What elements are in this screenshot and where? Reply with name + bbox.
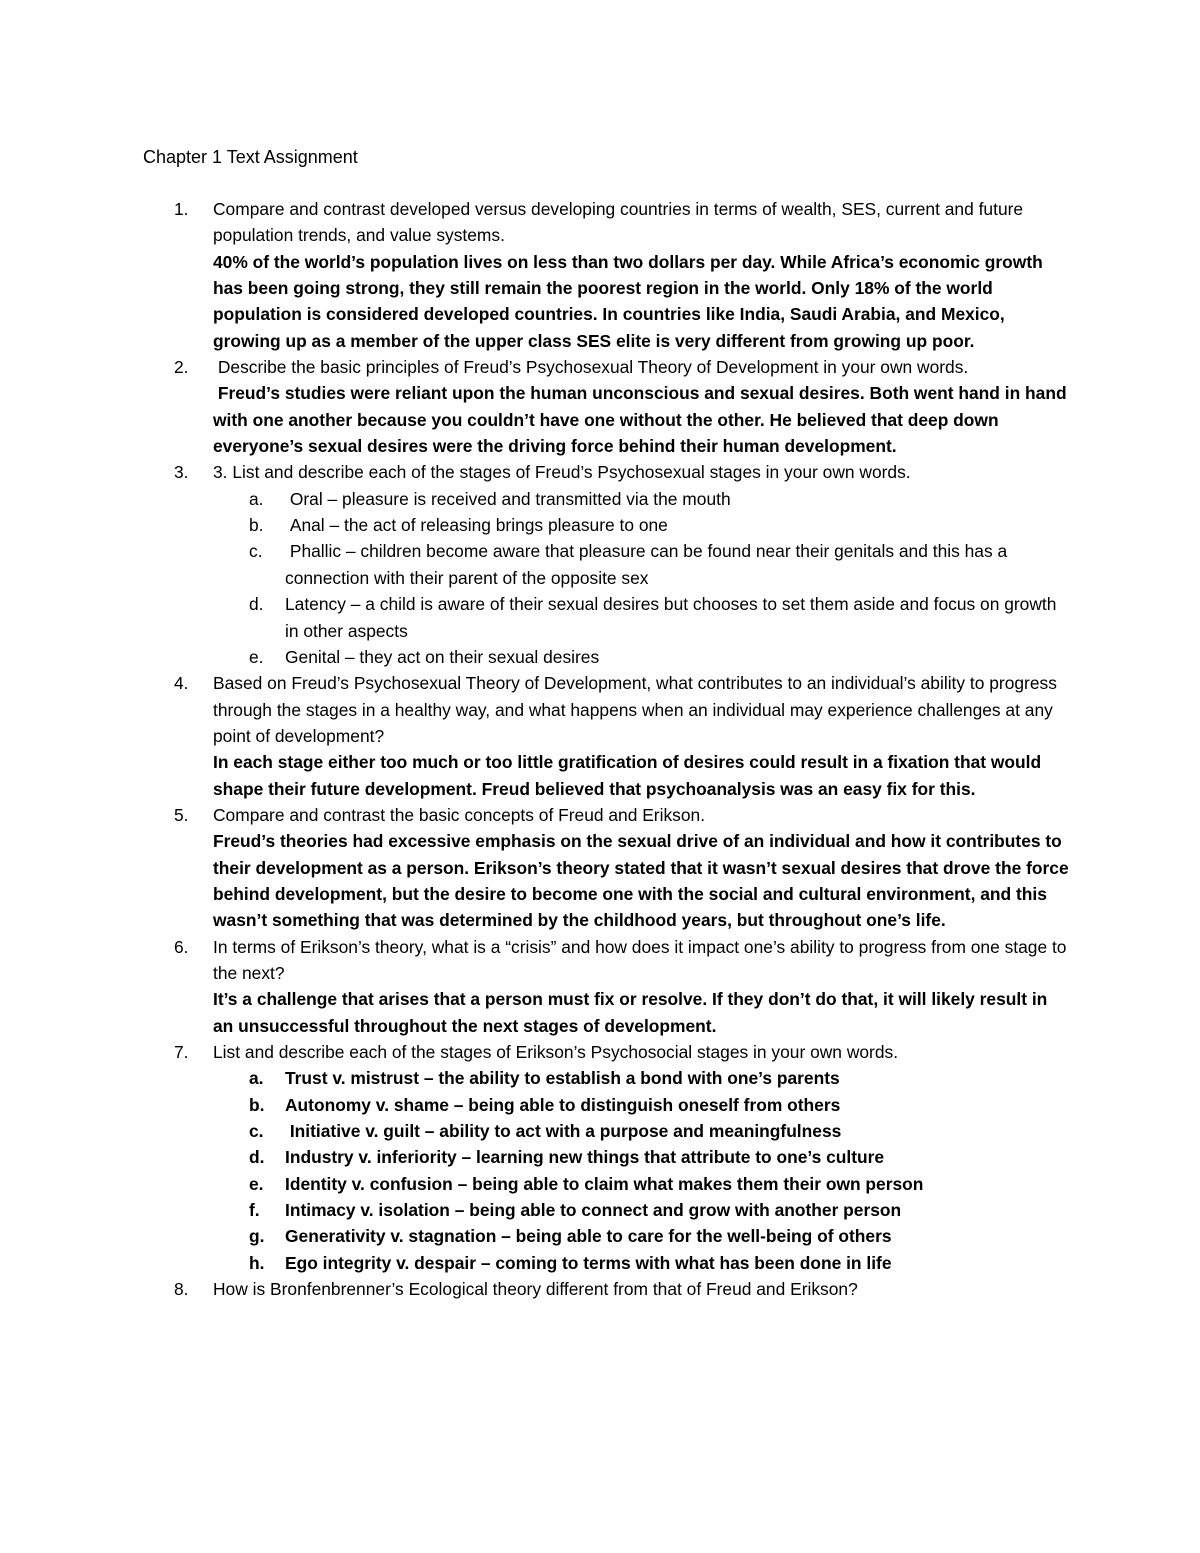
question-number: 6. (174, 936, 189, 957)
list-item (0, 591, 1070, 644)
list-item (0, 538, 1070, 591)
question-item-5 (0, 802, 1200, 934)
list-item (0, 486, 1070, 512)
question-text: In terms of Erikson’s theory, what is a “crisis” and how does it impact one’s ability to progress from one stage to the next? (213, 936, 1067, 983)
document-title: Chapter 1 Text Assignment (143, 147, 358, 167)
list-item-letter: a. (249, 1068, 264, 1089)
erikson-stage-list (213, 1065, 1070, 1276)
question-text: 3. List and describe each of the stages of Freud’s Psychosexual stages in your own words. (213, 462, 911, 483)
list-item-letter: a. (249, 488, 264, 509)
list-item-letter: c. (249, 1121, 264, 1142)
question-item-7 (0, 1039, 1200, 1276)
question-text: Compare and contrast the basic concepts of Freud and Erikson. (213, 804, 706, 825)
list-item (0, 1197, 1070, 1223)
list-item-text: Genital – they act on their sexual desires (285, 646, 600, 667)
list-item-text: Latency – a child is aware of their sexual desires but chooses to set them aside and focus on growth in other aspects (285, 594, 1057, 641)
list-item (0, 512, 1070, 538)
list-item (0, 1144, 1070, 1170)
question-item-6 (0, 934, 1200, 1039)
answer-text: Freud’s studies were reliant upon the human unconscious and sexual desires. Both went hand in hand with one another because you couldn’t have one without the other. He believed that deep down everyone’s sexual desires were the driving force behind their human development. (213, 383, 1072, 457)
question-text: Based on Freud’s Psychosexual Theory of Development, what contributes to an individual’s ability to progress through the stages in a healthy way, and what happens when an individual may experience challenges at any point of development? (213, 673, 1057, 746)
answer-text: In each stage either too much or too little gratification of desires could result in a fixation that would shape their future development. Freud believed that psychoanalysis was an easy fix for this. (213, 752, 1042, 799)
list-item (0, 1250, 1070, 1276)
list-item (0, 1171, 1070, 1197)
list-item-letter: e. (249, 646, 264, 667)
question-item-1 (0, 196, 1200, 354)
question-number: 2. (174, 357, 189, 378)
list-item-text: Oral – pleasure is received and transmitted via the mouth (285, 488, 731, 509)
question-list (0, 196, 1200, 1302)
list-item-text: Phallic – children become aware that pleasure can be found near their genitals and this has a connection with their parent of the opposite sex (285, 541, 1013, 588)
list-item (0, 1118, 1070, 1144)
question-number: 4. (174, 673, 189, 694)
list-item-text: Anal – the act of releasing brings pleasure to one (285, 515, 668, 536)
question-number: 3. (174, 462, 189, 483)
list-item-letter: e. (249, 1173, 264, 1194)
question-number: 1. (174, 199, 189, 219)
question-number: 7. (174, 1042, 189, 1062)
list-item (0, 1223, 1070, 1249)
question-item-4 (0, 670, 1200, 802)
question-text: List and describe each of the stages of Erikson’s Psychosocial stages in your own words. (213, 1042, 899, 1062)
list-item-letter: g. (249, 1226, 265, 1247)
answer-text: 40% of the world’s population lives on less than two dollars per day. While Africa’s economic growth has been going strong, they still remain the poorest region in the world. Only 18% of the world population is considered developed countries. In countries like India, Saudi Arabia, and Mexico, growing up as a member of the upper class SES elite is very different from growing up poor. (213, 251, 1043, 351)
list-item-letter: d. (249, 594, 264, 615)
list-item-text: Initiative v. guilt – ability to act with a purpose and meaningfulness (285, 1121, 842, 1142)
list-item-letter: b. (249, 515, 264, 536)
list-item (0, 1092, 1070, 1118)
list-item-text: Trust v. mistrust – the ability to establish a bond with one’s parents (285, 1068, 840, 1089)
list-item-text: Ego integrity v. despair – coming to terms with what has been done in life (285, 1252, 892, 1273)
list-item-letter: b. (249, 1094, 265, 1115)
list-item-letter: d. (249, 1147, 265, 1168)
question-item-2 (0, 354, 1200, 459)
list-item-text: Intimacy v. isolation – being able to connect and grow with another person (285, 1200, 902, 1221)
list-item-letter: c. (249, 541, 263, 562)
question-number: 8. (174, 1279, 189, 1300)
question-number: 5. (174, 804, 189, 825)
list-item (0, 644, 1070, 670)
answer-text: It’s a challenge that arises that a person must fix or resolve. If they don’t do that, it will likely result in an unsuccessful throughout the next stages of development. (213, 989, 1048, 1036)
list-item-text: Industry v. inferiority – learning new things that attribute to one’s culture (285, 1147, 885, 1168)
question-text: Describe the basic principles of Freud’s Psychosexual Theory of Development in your own words. (213, 357, 969, 378)
list-item-text: Generativity v. stagnation – being able to care for the well-being of others (285, 1226, 892, 1247)
answer-text: Freud’s theories had excessive emphasis on the sexual drive of an individual and how it contributes to their development as a person. Erikson’s theory stated that it wasn’t sexual desires that drove the force behind development, but the desire to become one with the social and cultural environment, and this wasn’t something that was determined by the childhood years, but throughout one’s life. (213, 831, 1069, 931)
freud-stage-list (213, 486, 1070, 670)
list-item (0, 1065, 1070, 1091)
list-item-letter: f. (249, 1200, 260, 1221)
list-item-text: Identity v. confusion – being able to claim what makes them their own person (285, 1173, 924, 1194)
question-text: How is Bronfenbrenner’s Ecological theory different from that of Freud and Erikson? (213, 1279, 858, 1300)
list-item-letter: h. (249, 1252, 265, 1273)
question-text: Compare and contrast developed versus developing countries in terms of wealth, SES, current and future population trends, and value systems. (213, 199, 1024, 246)
question-item-3 (0, 459, 1200, 670)
list-item-text: Autonomy v. shame – being able to distinguish oneself from others (285, 1094, 841, 1115)
question-item-8 (0, 1276, 1200, 1302)
